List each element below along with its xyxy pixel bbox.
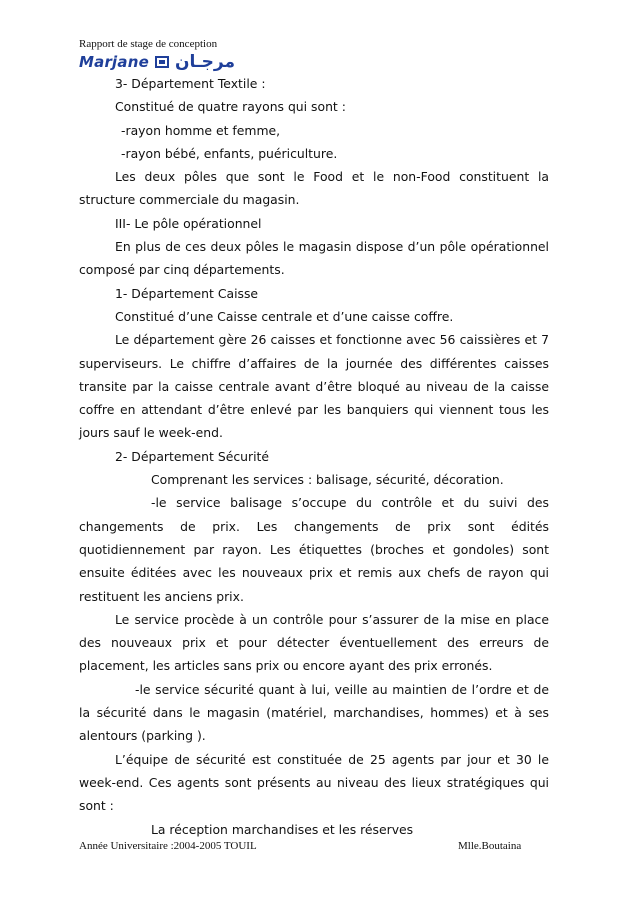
footer-academic-year: Année Universitaire :2004-2005 TOUIL <box>79 840 257 852</box>
paragraph-service-securite: -le service sécurité quant à lui, veille au maintien de l’ordre et de la sécurité dans le magasin (matériel, marchandises, hommes) et à ses alentours (parking ). <box>79 681 549 744</box>
paragraph-caisse-intro: Constitué d’une Caisse centrale et d’une caisse coffre. <box>115 308 454 324</box>
marjane-logo <box>79 53 235 71</box>
document-body <box>79 72 549 841</box>
list-item-rayon-bebe: -rayon bébé, enfants, puériculture. <box>121 145 338 161</box>
paragraph-securite-services: Comprenant les services : balisage, sécurité, décoration. <box>151 472 504 488</box>
logo-emblem-icon <box>155 56 169 68</box>
paragraph-pole-operationnel: En plus de ces deux pôles le magasin dispose d’un pôle opérationnel composé par cinq départements. <box>79 239 549 278</box>
paragraph-poles: Les deux pôles que sont le Food et le non-Food constituent la structure commerciale du magasin. <box>79 169 549 208</box>
paragraph-equipe-securite: L’équipe de sécurité est constituée de 25 agents par jour et 30 le week-end. Ces agents sont présents au niveau des lieux stratégiques qui sont : <box>79 751 549 814</box>
paragraph-caisse-detail: Le département gère 26 caisses et fonctionne avec 56 caissières et 7 superviseurs. Le chiffre d’affaires de la journée des différentes caisses transite par la caisse centrale avant d’être bloqué au niveau de la caisse coffre en attendant d’être enlevé par les banquiers qui viennent tous les jours sauf le week-end. <box>79 332 549 441</box>
paragraph-controle: Le service procède à un contrôle pour s’assurer de la mise en place des nouveaux prix et pour détecter éventuellement des erreurs de placement, les articles sans prix ou encore ayant des prix erronés. <box>79 611 549 674</box>
heading-caisse: 1- Département Caisse <box>115 285 259 301</box>
logo-latin-text: Marjane <box>79 53 149 71</box>
footer-author: Mlle.Boutaina <box>458 840 522 852</box>
heading-textile: 3- Département Textile : <box>115 76 266 91</box>
logo-arabic-text: مرجـان <box>174 52 236 72</box>
page-header-title: Rapport de stage de conception <box>79 38 218 50</box>
paragraph-reception: La réception marchandises et les réserves <box>151 821 414 837</box>
list-item-rayon-homme: -rayon homme et femme, <box>121 122 281 138</box>
heading-pole-operationnel: III- Le pôle opérationnel <box>115 215 262 231</box>
heading-securite: 2- Département Sécurité <box>115 448 270 464</box>
paragraph-balisage: -le service balisage s’occupe du contrôle et du suivi des changements de prix. Les changements de prix sont édités quotidiennement par rayon. Les étiquettes (broches et gondoles) sont ensuite éditées avec les nouveaux prix et remis aux chefs de rayon qui restituent les anciens prix. <box>79 495 549 604</box>
paragraph-textile-intro: Constitué de quatre rayons qui sont : <box>115 99 346 115</box>
